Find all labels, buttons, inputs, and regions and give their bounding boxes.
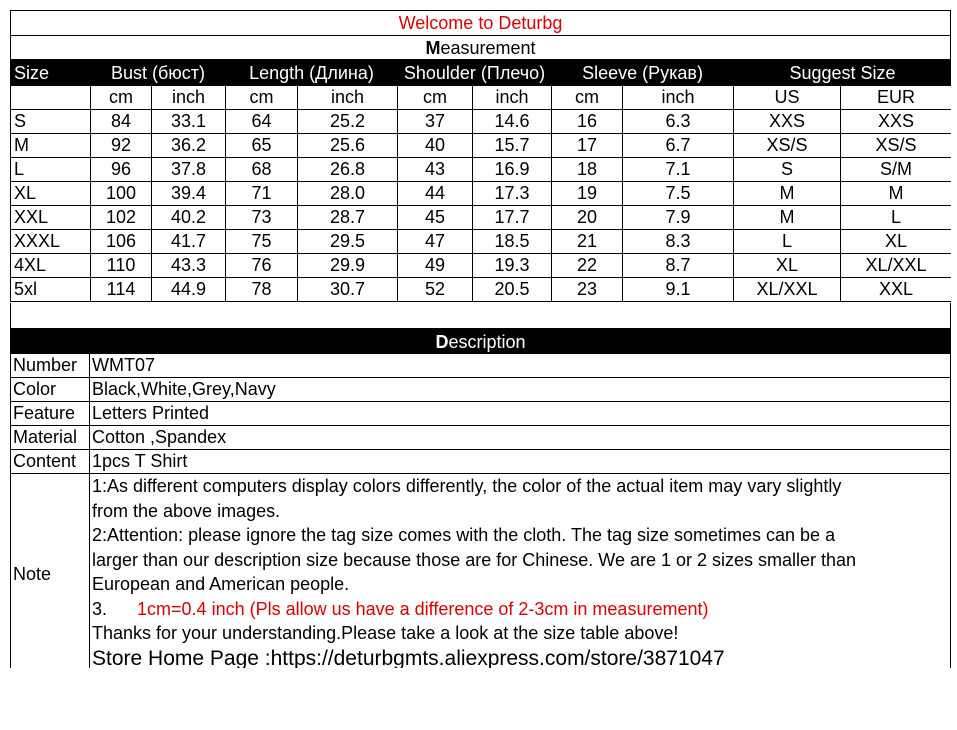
size-value-cell: XL: [841, 230, 951, 254]
size-value-cell: 18: [552, 158, 623, 182]
size-label-cell: 4XL: [11, 254, 91, 278]
size-label-cell: S: [11, 110, 91, 134]
header-length: Length (Длина): [226, 61, 398, 86]
measurement-title: Measurement: [10, 35, 951, 60]
size-value-cell: 100: [91, 182, 152, 206]
size-value-cell: 16: [552, 110, 623, 134]
size-value-cell: 76: [226, 254, 298, 278]
description-row-content: [11, 450, 951, 474]
size-value-cell: 84: [91, 110, 152, 134]
note-label: Note: [11, 474, 90, 669]
size-value-cell: 65: [226, 134, 298, 158]
size-value-cell: 68: [226, 158, 298, 182]
size-value-cell: 47: [398, 230, 473, 254]
table-row: [11, 110, 952, 134]
table-row: [11, 158, 952, 182]
content-label: Content: [11, 450, 90, 474]
table-row: [11, 254, 952, 278]
note-thanks: Thanks for your understanding.Please take a look at the size table above!: [92, 623, 679, 643]
size-value-cell: 43.3: [152, 254, 226, 278]
size-value-cell: S: [734, 158, 841, 182]
note-line-3: [92, 597, 948, 622]
size-value-cell: XL/XXL: [734, 278, 841, 302]
size-value-cell: 71: [226, 182, 298, 206]
size-label-cell: L: [11, 158, 91, 182]
unit-cell: inch: [152, 86, 226, 110]
header-suggest-size: Suggest Size: [734, 61, 951, 86]
header-shoulder: Shoulder (Плечо): [398, 61, 552, 86]
size-value-cell: 37: [398, 110, 473, 134]
size-value-cell: 6.7: [623, 134, 734, 158]
unit-cell: cm: [398, 86, 473, 110]
header-sleeve: Sleeve (Рукав): [552, 61, 734, 86]
unit-cell: [11, 86, 91, 110]
size-value-cell: 8.7: [623, 254, 734, 278]
unit-cell: US: [734, 86, 841, 110]
size-value-cell: XS/S: [734, 134, 841, 158]
blank-row: [10, 303, 951, 329]
size-table-header-row: [11, 61, 952, 86]
size-table-body: [11, 86, 952, 302]
note-line: 2:Attention: please ignore the tag size comes with the cloth. The tag size sometimes can be a: [92, 525, 836, 545]
size-value-cell: 36.2: [152, 134, 226, 158]
size-value-cell: 73: [226, 206, 298, 230]
size-value-cell: 33.1: [152, 110, 226, 134]
size-value-cell: 44.9: [152, 278, 226, 302]
material-value: Cotton ,Spandex: [90, 426, 951, 450]
size-label-cell: XL: [11, 182, 91, 206]
description-table: [10, 353, 951, 668]
unit-cell: cm: [226, 86, 298, 110]
description-row-number: [11, 354, 951, 378]
size-value-cell: L: [734, 230, 841, 254]
number-label: Number: [11, 354, 90, 378]
size-label-cell: XXL: [11, 206, 91, 230]
size-value-cell: 17: [552, 134, 623, 158]
size-value-cell: 6.3: [623, 110, 734, 134]
size-label-cell: M: [11, 134, 91, 158]
size-value-cell: 28.0: [298, 182, 398, 206]
feature-label: Feature: [11, 402, 90, 426]
number-value: WMT07: [90, 354, 951, 378]
color-label: Color: [11, 378, 90, 402]
description-row-note: [11, 474, 951, 669]
size-value-cell: 21: [552, 230, 623, 254]
size-value-cell: 20.5: [473, 278, 552, 302]
size-value-cell: 102: [91, 206, 152, 230]
size-value-cell: 16.9: [473, 158, 552, 182]
size-value-cell: 75: [226, 230, 298, 254]
size-value-cell: 110: [91, 254, 152, 278]
size-value-cell: S/M: [841, 158, 951, 182]
table-row: [11, 278, 952, 302]
unit-cell: inch: [298, 86, 398, 110]
size-value-cell: 45: [398, 206, 473, 230]
size-value-cell: 17.7: [473, 206, 552, 230]
size-value-cell: 114: [91, 278, 152, 302]
size-value-cell: 40.2: [152, 206, 226, 230]
color-value: Black,White,Grey,Navy: [90, 378, 951, 402]
size-chart-sheet: [10, 10, 951, 668]
table-row: [11, 182, 952, 206]
size-value-cell: 78: [226, 278, 298, 302]
size-value-cell: XS/S: [841, 134, 951, 158]
size-value-cell: 7.9: [623, 206, 734, 230]
size-value-cell: 44: [398, 182, 473, 206]
material-label: Material: [11, 426, 90, 450]
size-value-cell: 19: [552, 182, 623, 206]
description-row-color: [11, 378, 951, 402]
size-value-cell: 39.4: [152, 182, 226, 206]
size-value-cell: 7.5: [623, 182, 734, 206]
size-value-cell: XL/XXL: [841, 254, 951, 278]
size-value-cell: 37.8: [152, 158, 226, 182]
size-value-cell: XXS: [734, 110, 841, 134]
size-value-cell: 15.7: [473, 134, 552, 158]
description-row-feature: [11, 402, 951, 426]
note-line: from the above images.: [92, 500, 281, 521]
size-value-cell: 9.1: [623, 278, 734, 302]
store-home-page-link[interactable]: Store Home Page :https://deturbgmts.aliexpress.com/store/3871047: [92, 646, 725, 668]
unit-cell: cm: [91, 86, 152, 110]
size-value-cell: XXS: [841, 110, 951, 134]
size-value-cell: 28.7: [298, 206, 398, 230]
size-value-cell: 22: [552, 254, 623, 278]
unit-cell: inch: [473, 86, 552, 110]
size-value-cell: XXL: [841, 278, 951, 302]
header-size: Size: [11, 61, 91, 86]
size-value-cell: 92: [91, 134, 152, 158]
size-value-cell: L: [841, 206, 951, 230]
size-value-cell: 25.2: [298, 110, 398, 134]
table-row: [11, 134, 952, 158]
size-value-cell: 49: [398, 254, 473, 278]
size-value-cell: 64: [226, 110, 298, 134]
size-value-cell: 30.7: [298, 278, 398, 302]
content-value: 1pcs T Shirt: [90, 450, 951, 474]
note-line: 1:As different computers display colors differently, the color of the actual item may vary slightly: [92, 476, 842, 496]
size-value-cell: 18.5: [473, 230, 552, 254]
size-table: [10, 60, 951, 302]
size-value-cell: 20: [552, 206, 623, 230]
table-row: [11, 230, 952, 254]
note-value: [90, 474, 951, 669]
unit-cell: cm: [552, 86, 623, 110]
note-3-prefix: 3.: [92, 598, 108, 619]
unit-cell: inch: [623, 86, 734, 110]
table-row: [11, 206, 952, 230]
feature-value: Letters Printed: [90, 402, 951, 426]
header-bust: Bust (бюст): [91, 61, 226, 86]
size-value-cell: 14.6: [473, 110, 552, 134]
size-value-cell: 25.6: [298, 134, 398, 158]
size-value-cell: 7.1: [623, 158, 734, 182]
size-value-cell: 52: [398, 278, 473, 302]
size-value-cell: 8.3: [623, 230, 734, 254]
welcome-banner: Welcome to Deturbg: [10, 10, 951, 36]
size-value-cell: 29.9: [298, 254, 398, 278]
size-value-cell: 106: [91, 230, 152, 254]
size-value-cell: M: [734, 206, 841, 230]
size-value-cell: 41.7: [152, 230, 226, 254]
size-value-cell: XL: [734, 254, 841, 278]
size-value-cell: M: [841, 182, 951, 206]
size-value-cell: 96: [91, 158, 152, 182]
size-value-cell: 40: [398, 134, 473, 158]
size-label-cell: 5xl: [11, 278, 91, 302]
size-table-units-row: [11, 86, 952, 110]
description-row-material: [11, 426, 951, 450]
size-value-cell: 17.3: [473, 182, 552, 206]
unit-cell: EUR: [841, 86, 951, 110]
size-value-cell: M: [734, 182, 841, 206]
size-value-cell: 43: [398, 158, 473, 182]
note-line: European and American people.: [92, 574, 350, 594]
size-value-cell: 29.5: [298, 230, 398, 254]
size-label-cell: XXXL: [11, 230, 91, 254]
size-value-cell: 19.3: [473, 254, 552, 278]
note-line: larger than our description size because those are for Chinese. We are 1 or 2 sizes smaller than: [92, 549, 857, 570]
size-value-cell: 23: [552, 278, 623, 302]
size-value-cell: 26.8: [298, 158, 398, 182]
description-title: Description: [10, 329, 951, 353]
note-3-red-text: 1cm=0.4 inch (Pls allow us have a difference of 2-3cm in measurement): [137, 598, 709, 619]
